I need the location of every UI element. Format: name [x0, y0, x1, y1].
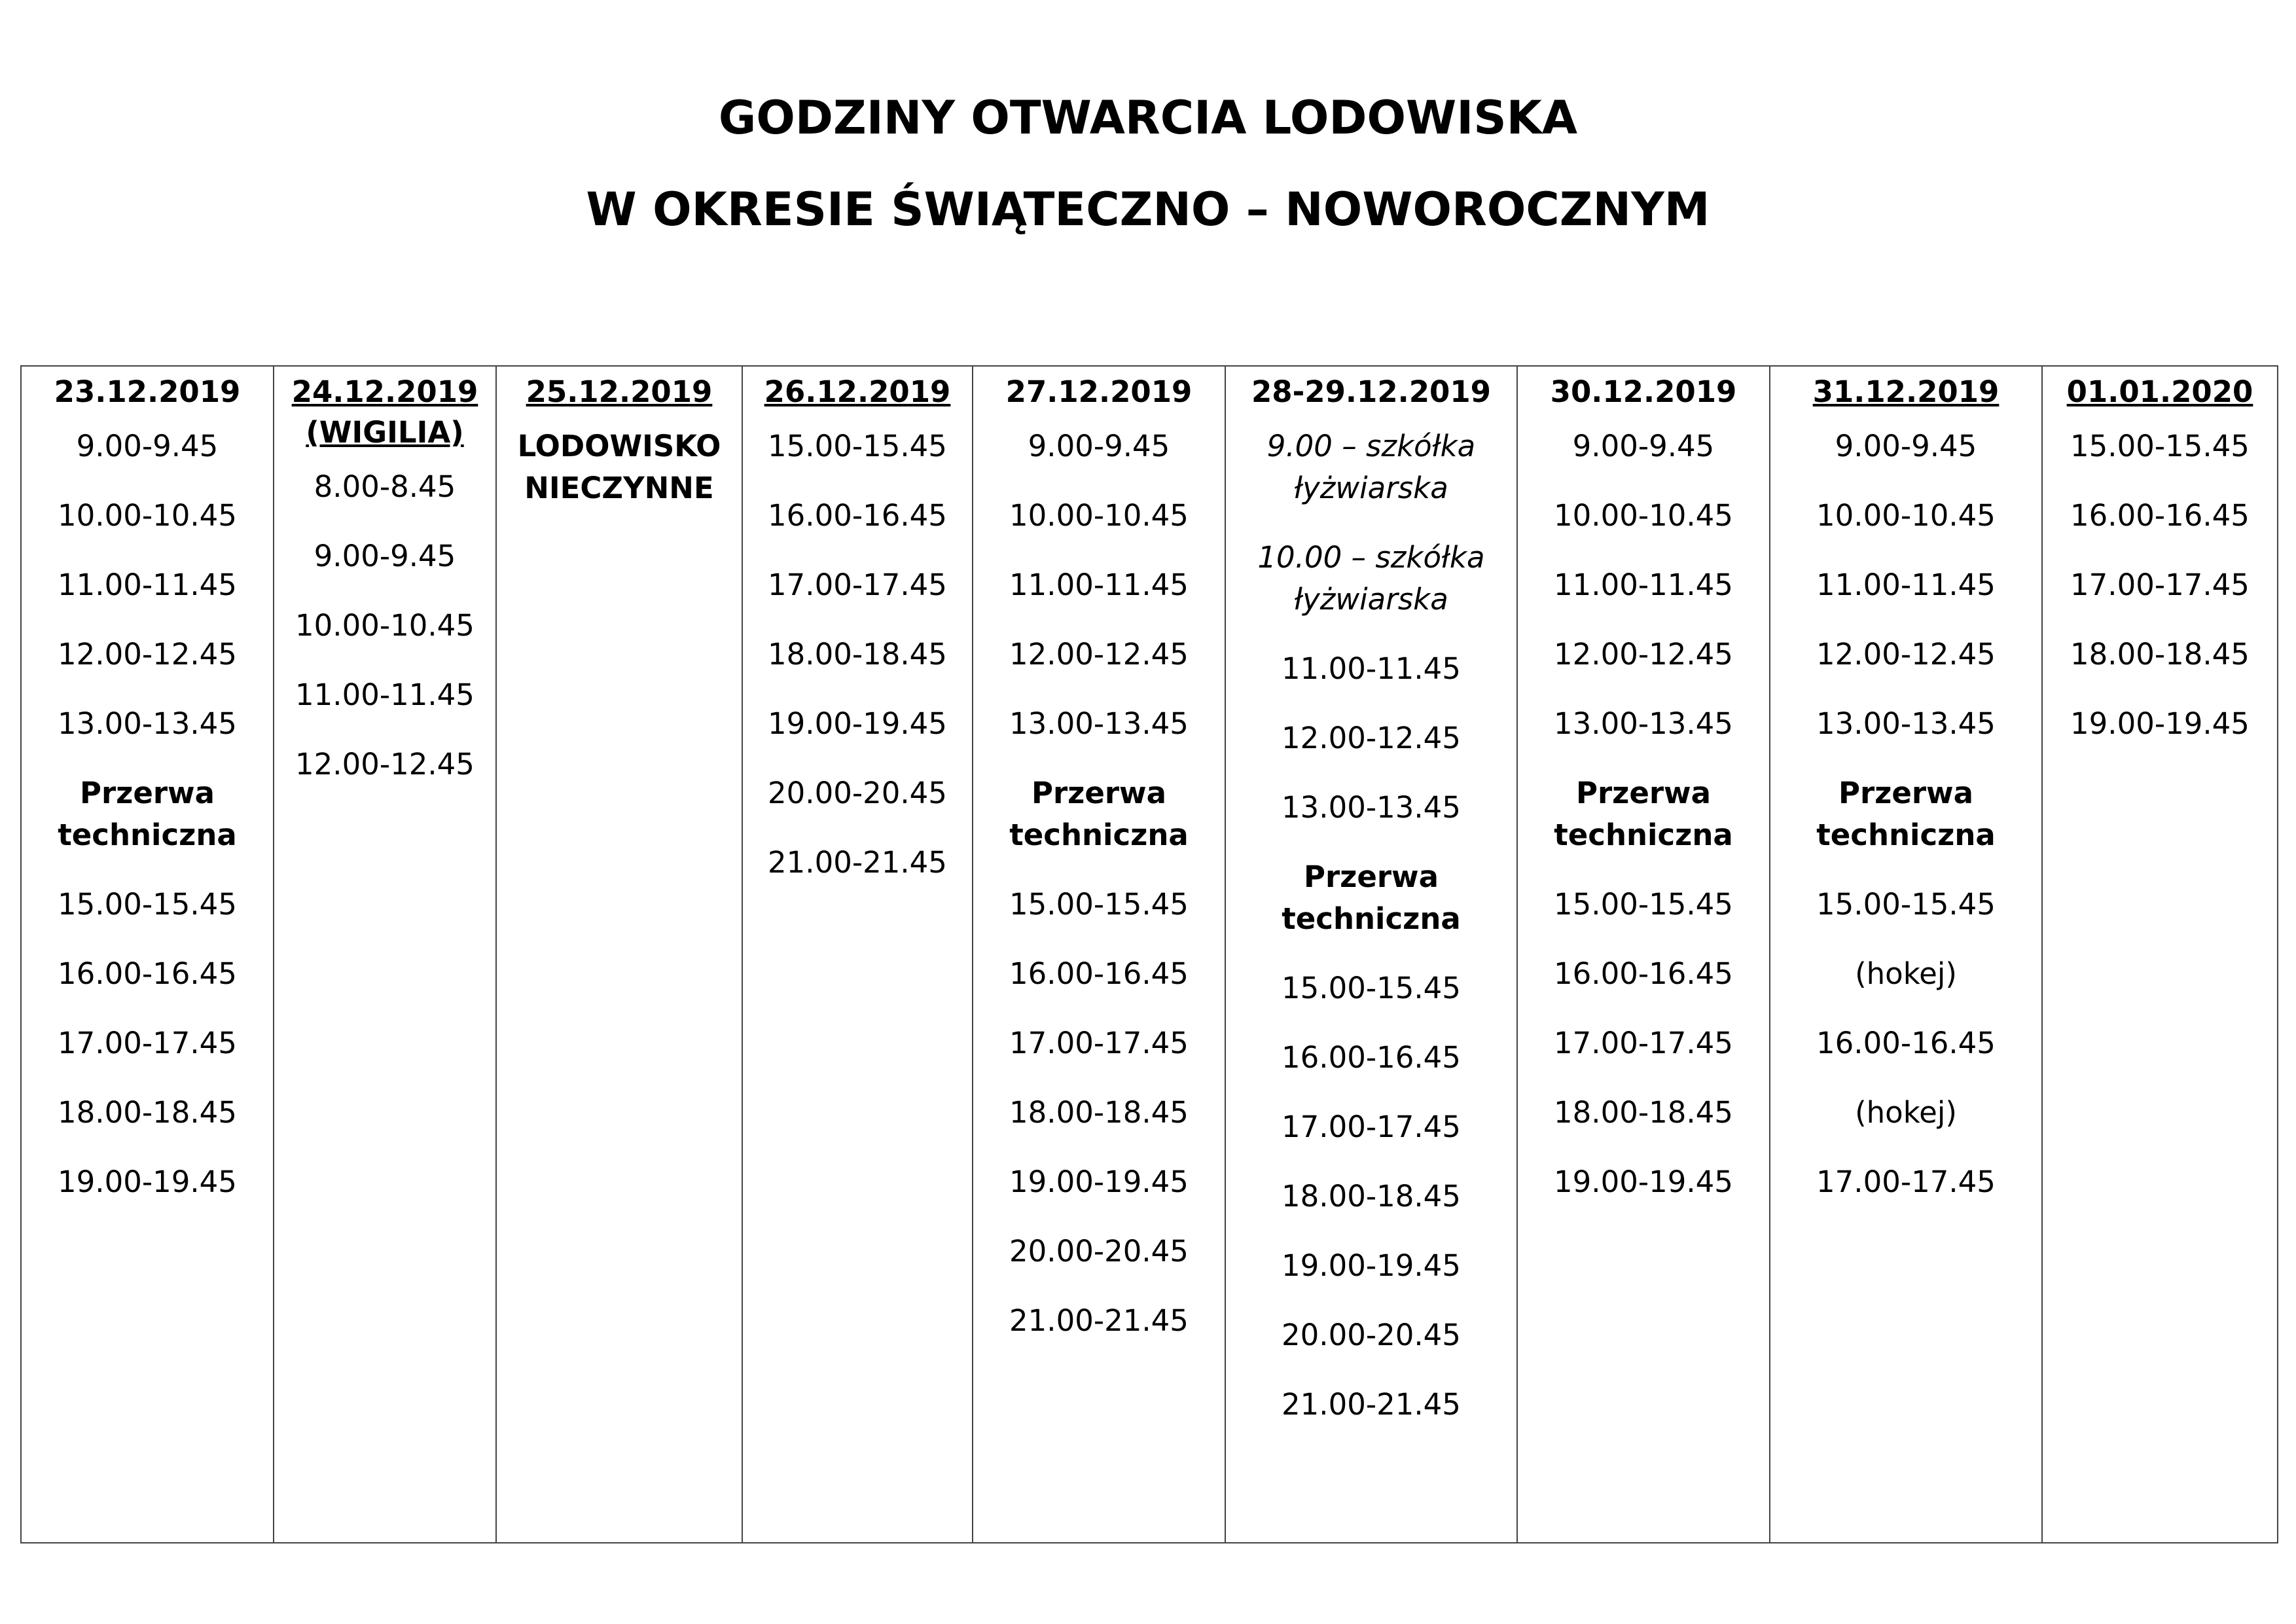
date-header: 31.12.2019 — [1812, 374, 2000, 409]
time-slot: 17.00-17.45 — [1554, 1026, 1733, 1060]
time-slot: 9.00-9.45 — [76, 429, 219, 463]
time-slot: 13.00-13.45 — [1554, 706, 1733, 741]
time-slot: 19.00-19.45 — [768, 706, 947, 741]
time-slot: 11.00-11.45 — [295, 677, 475, 712]
time-slot: 17.00-17.45 — [1816, 1164, 1996, 1199]
schedule-note: Przerwa techniczna — [58, 776, 237, 852]
time-slot: 10.00-10.45 — [295, 608, 475, 643]
time-slot: 13.00-13.45 — [1816, 706, 1996, 741]
time-slot: 11.00-11.45 — [1282, 651, 1461, 686]
time-slot: 15.00-15.45 — [1816, 887, 1996, 922]
time-slot: 9.00-9.45 — [314, 539, 456, 573]
title-line-2: W OKRESIE ŚWIĄTECZNO – NOWOROCZNYM — [586, 183, 1710, 236]
time-slot: 11.00-11.45 — [1009, 568, 1189, 602]
time-slot: 19.00-19.45 — [2070, 706, 2250, 741]
time-slot: 17.00-17.45 — [768, 568, 947, 602]
day-column-content — [22, 367, 273, 1203]
time-slot: 13.00-13.45 — [1282, 790, 1461, 825]
time-slot: 9.00-9.45 — [1835, 429, 1977, 463]
time-slot: 12.00-12.45 — [295, 747, 475, 782]
document-title — [0, 72, 2296, 255]
time-slot: 12.00-12.45 — [1009, 637, 1189, 672]
time-slot: 9.00-9.45 — [1572, 429, 1715, 463]
time-slot: 18.00-18.45 — [2070, 637, 2250, 672]
time-slot: 15.00-15.45 — [1554, 887, 1733, 922]
time-slot: 18.00-18.45 — [768, 637, 947, 672]
time-slot: 19.00-19.45 — [1282, 1248, 1461, 1283]
time-slot: 12.00-12.45 — [1554, 637, 1733, 672]
time-slot: 11.00-11.45 — [1554, 568, 1733, 602]
time-slot: 11.00-11.45 — [58, 568, 237, 602]
time-slot: 18.00-18.45 — [1282, 1179, 1461, 1214]
schedule-note: Przerwa techniczna — [1816, 776, 1996, 852]
day-column — [1225, 366, 1517, 1543]
time-slot: 20.00-20.45 — [1282, 1318, 1461, 1352]
time-slot: 17.00-17.45 — [1282, 1110, 1461, 1144]
time-slot: 19.00-19.45 — [1554, 1164, 1733, 1199]
day-column-content — [973, 367, 1225, 1342]
time-slot: 19.00-19.45 — [58, 1164, 237, 1199]
time-slot: 10.00-10.45 — [58, 498, 237, 533]
time-slot: 10.00-10.45 — [1554, 498, 1733, 533]
schedule-note: LODOWISKO NIECZYNNE — [517, 429, 721, 505]
date-header: 01.01.2020 — [2066, 374, 2253, 409]
date-header: 26.12.2019 — [764, 374, 951, 409]
title-line-1: GODZINY OTWARCIA LODOWISKA — [718, 91, 1578, 145]
day-column — [496, 366, 742, 1543]
time-slot: 17.00-17.45 — [1009, 1026, 1189, 1060]
time-slot: 20.00-20.45 — [768, 776, 947, 810]
skating-school-entry: 9.00 – szkółka łyżwiarska — [1266, 429, 1476, 505]
day-column — [21, 366, 274, 1543]
day-column — [1517, 366, 1770, 1543]
time-slot: 16.00-16.45 — [1009, 956, 1189, 991]
time-slot: 20.00-20.45 — [1009, 1234, 1189, 1269]
time-slot: 16.00-16.45 — [2070, 498, 2250, 533]
day-column-content — [1226, 367, 1516, 1426]
day-column — [1770, 366, 2042, 1543]
time-slot: 16.00-16.45 — [58, 956, 237, 991]
date-subheader: (WIGILIA) — [306, 415, 464, 450]
schedule-table — [20, 365, 2278, 1543]
date-header: 24.12.2019 — [291, 374, 478, 409]
day-column — [274, 366, 496, 1543]
time-slot: 16.00-16.45 — [1282, 1040, 1461, 1075]
time-slot: 16.00-16.45 — [768, 498, 947, 533]
time-slot: 18.00-18.45 — [58, 1095, 237, 1130]
time-slot: 15.00-15.45 — [58, 887, 237, 922]
date-header: 27.12.2019 — [1005, 374, 1193, 409]
schedule-note: Przerwa techniczna — [1554, 776, 1733, 852]
time-slot: 13.00-13.45 — [58, 706, 237, 741]
day-column-content — [497, 367, 742, 509]
time-slot: 12.00-12.45 — [1282, 721, 1461, 755]
time-slot: 12.00-12.45 — [58, 637, 237, 672]
time-slot: 21.00-21.45 — [1009, 1303, 1189, 1338]
day-column-content — [2043, 367, 2277, 745]
time-slot: 10.00-10.45 — [1009, 498, 1189, 533]
time-slot: 15.00-15.45 — [1282, 971, 1461, 1005]
date-header: 28-29.12.2019 — [1251, 374, 1491, 409]
date-header: 25.12.2019 — [526, 374, 713, 409]
time-slot: 18.00-18.45 — [1009, 1095, 1189, 1130]
time-slot: 9.00-9.45 — [1028, 429, 1170, 463]
day-column — [973, 366, 1225, 1543]
schedule-note: Przerwa techniczna — [1009, 776, 1189, 852]
day-column-content — [743, 367, 972, 884]
day-column — [2042, 366, 2278, 1543]
time-slot: 17.00-17.45 — [58, 1026, 237, 1060]
time-slot: 11.00-11.45 — [1816, 568, 1996, 602]
time-slot: 21.00-21.45 — [768, 845, 947, 880]
time-slot: 18.00-18.45 — [1554, 1095, 1733, 1130]
day-column-content — [1518, 367, 1769, 1203]
time-slot: 15.00-15.45 — [1009, 887, 1189, 922]
schedule-note: Przerwa techniczna — [1282, 859, 1461, 936]
time-slot: 10.00-10.45 — [1816, 498, 1996, 533]
time-slot: (hokej) — [1855, 1095, 1957, 1130]
time-slot: 16.00-16.45 — [1554, 956, 1733, 991]
time-slot: 21.00-21.45 — [1282, 1387, 1461, 1422]
time-slot: 15.00-15.45 — [2070, 429, 2250, 463]
time-slot: 19.00-19.45 — [1009, 1164, 1189, 1199]
schedule-row — [21, 366, 2278, 1543]
skating-school-entry: 10.00 – szkółka łyżwiarska — [1257, 540, 1485, 617]
day-column-content — [274, 367, 495, 785]
day-column-content — [1770, 367, 2041, 1203]
time-slot: 8.00-8.45 — [314, 469, 456, 504]
day-column — [742, 366, 973, 1543]
time-slot: 13.00-13.45 — [1009, 706, 1189, 741]
time-slot: 17.00-17.45 — [2070, 568, 2250, 602]
time-slot: 16.00-16.45 — [1816, 1026, 1996, 1060]
time-slot: (hokej) — [1855, 956, 1957, 991]
time-slot: 15.00-15.45 — [768, 429, 947, 463]
time-slot: 12.00-12.45 — [1816, 637, 1996, 672]
date-header: 23.12.2019 — [54, 374, 241, 409]
date-header: 30.12.2019 — [1550, 374, 1737, 409]
